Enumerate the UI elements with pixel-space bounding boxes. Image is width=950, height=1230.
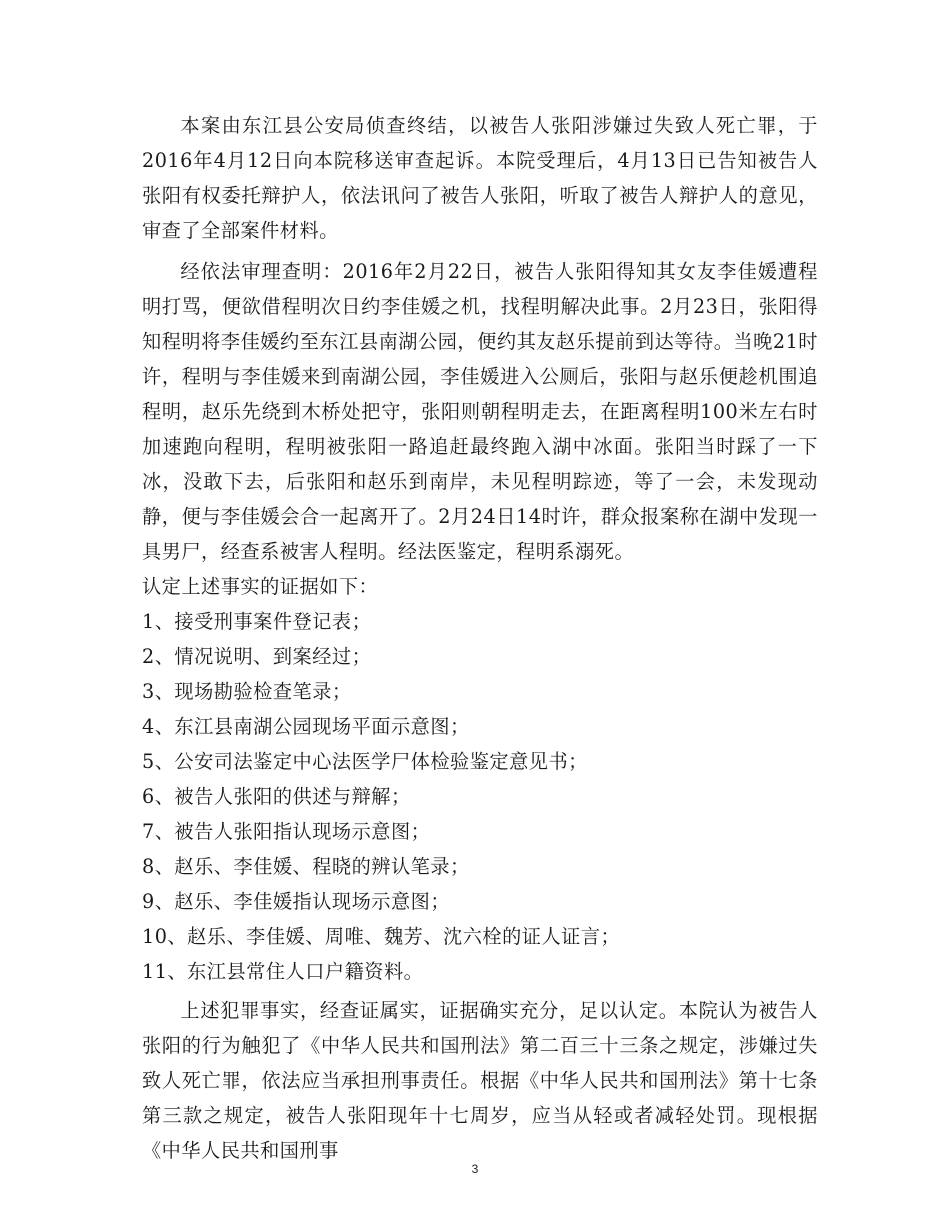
facts-paragraph: 经依法审理查明：2016年2月22日，被告人张阳得知其女友李佳媛遭程明打骂，便欲借程明次日约李佳媛之机，找程明解决此事。2月23日，张阳得知程明将李佳媛约至东江县南湖公园，便约其友赵乐提前到达等待。当晚21时许，程明与李佳媛来到南湖公园，李佳媛进入公厕后，张阳与赵乐便趁机围追程明，赵乐先绕到木桥处把守，张阳则朝程明走去，在距离程明100米左右时加速跑向程明，程明被张阳一路追赶最终跑入湖中冰面。张阳当时踩了一下冰，没敢下去，后张阳和赵乐到南岸，未见程明踪迹，等了一会，未发现动静，便与李佳媛会合一起离开了。2月24日14时许，群众报案称在湖中发现一具男尸，经查系被害人程明。经法医鉴定，程明系溺死。 (142, 260, 818, 563)
conclusion-paragraph: 上述犯罪事实，经查证属实，证据确实充分，足以认定。本院认为被告人张阳的行为触犯了《中华人民共和国刑法》第二百三十三条之规定，涉嫌过失致人死亡罪，依法应当承担刑事责任。根据《中华人民共和国刑法》第十七条第三款之规定，被告人张阳现年十七周岁，应当从轻或者减轻处罚。现根据《中华人民共和国刑事 (142, 999, 818, 1162)
evidence-item: 4、东江县南湖公园现场平面示意图； (142, 715, 470, 738)
evidence-item: 11、东江县常住人口户籍资料。 (142, 960, 424, 983)
evidence-item: 6、被告人张阳的供述与辩解； (142, 785, 411, 808)
case-origin-paragraph: 本案由东江县公安局侦查终结，以被告人张阳涉嫌过失致人死亡罪，于2016年4月12日向本院移送审查起诉。本院受理后，4月13日已告知被告人张阳有权委托辩护人，依法讯问了被告人张阳，听取了被告人辩护人的意见，审查了全部案件材料。 (142, 114, 818, 242)
evidence-item: 7、被告人张阳指认现场示意图； (142, 820, 431, 843)
page-number: 3 (471, 1162, 479, 1176)
evidence-item: 9、赵乐、李佳媛指认现场示意图； (142, 890, 451, 913)
evidence-list (142, 604, 818, 989)
evidence-intro: 认定上述事实的证据如下： (142, 575, 379, 598)
evidence-item: 2、情况说明、到案经过； (142, 645, 372, 668)
evidence-item: 1、接受刑事案件登记表； (142, 610, 372, 633)
evidence-item: 5、公安司法鉴定中心法医学尸体检验鉴定意见书； (142, 750, 588, 773)
evidence-item: 8、赵乐、李佳媛、程晓的辨认笔录； (142, 855, 470, 878)
evidence-item: 10、赵乐、李佳媛、周唯、魏芳、沈六栓的证人证言； (142, 925, 621, 948)
document-body (142, 108, 818, 1168)
evidence-item: 3、现场勘验检查笔录； (142, 680, 352, 703)
